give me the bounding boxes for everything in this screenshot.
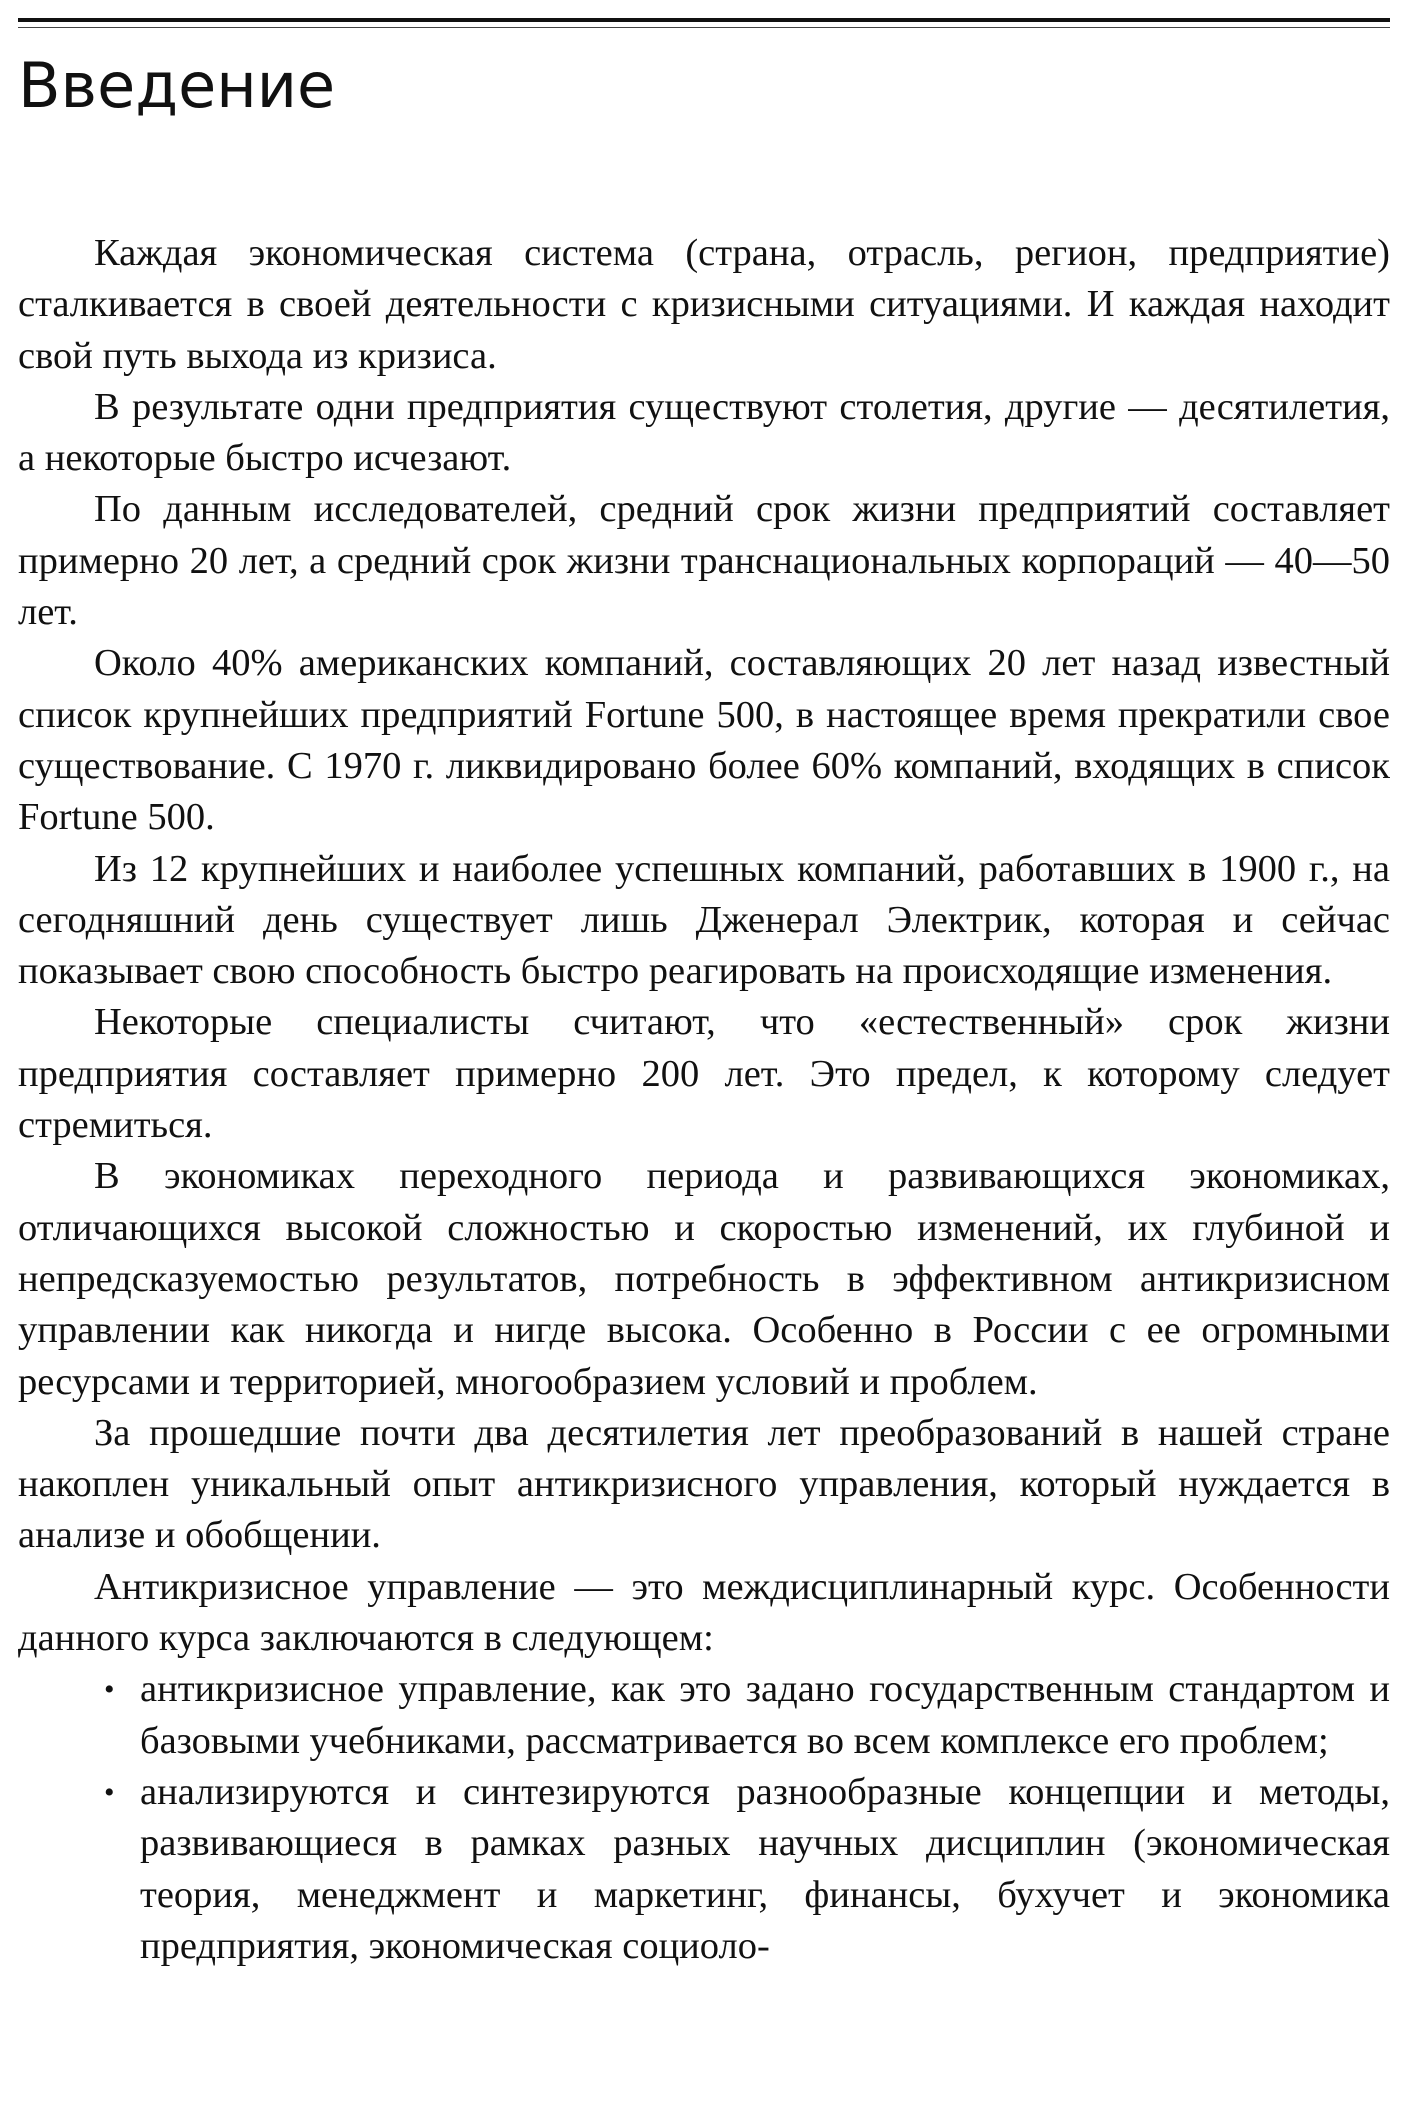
paragraph: По данным исследователей, средний срок жизни предприятий составляет примерно 20 лет, а средний срок жизни транснациональных корпораций — 40—50 лет. (18, 488, 1390, 634)
list-item (18, 1664, 1390, 1767)
bullet-list (18, 1664, 1390, 1972)
top-rule-thin (18, 27, 1390, 28)
paragraph: Из 12 крупнейших и наиболее успешных компаний, работавших в 1900 г., на сегодняшний день существует лишь Дженерал Электрик, которая и сейчас показывает свою способность быстро реагировать на происходящие изменения. (18, 847, 1390, 993)
paragraph: Около 40% американских компаний, составляющих 20 лет назад известный список крупнейших предприятий Fortune 500, в настоящее время прекратили свое существование. С 1970 г. ликвидировано более 60% компаний, входящих в список Fortune 500. (18, 642, 1390, 839)
paragraph: За прошедшие почти два десятилетия лет преобразований в нашей стране накоплен уникальный опыт антикризисного управления, который нуждается в анализе и обобщении. (18, 1411, 1390, 1557)
paragraph: В результате одни предприятия существуют столетия, другие — десятилетия, а некоторые быстро исчезают. (18, 385, 1390, 480)
paragraph: Некоторые специалисты считают, что «естественный» срок жизни предприятия составляет примерно 200 лет. Это предел, к которому следует стремиться. (18, 1001, 1390, 1147)
body-text (18, 228, 1390, 1972)
list-item-text: анализируются и синтезируются разнообразные концепции и методы, развивающиеся в рамках разных научных дисциплин (экономическая теория, менеджмент и маркетинг, финансы, бухучет и экономика предприятия, экономическая социоло- (140, 1770, 1390, 1967)
list-item (18, 1767, 1390, 1972)
paragraph: В экономиках переходного периода и развивающихся экономиках, отличающихся высокой сложностью и скоростью изменений, их глубиной и непредсказуемостью результатов, потребность в эффективном антикризисном управлении как никогда и нигде высока. Особенно в России с ее огромными ресурсами и территорией, многообразием условий и проблем. (18, 1155, 1390, 1403)
top-rule (18, 18, 1390, 22)
list-item-text: антикризисное управление, как это задано государственным стандартом и базовыми учебниками, рассматривается во всем комплексе его проблем; (140, 1668, 1390, 1762)
paragraph: Каждая экономическая система (страна, отрасль, регион, предприятие) сталкивается в своей деятельности с кризисными ситуациями. И каждая находит свой путь выхода из кризиса. (18, 232, 1390, 377)
bullet-icon: • (104, 1775, 115, 1809)
bullet-icon: • (104, 1673, 115, 1707)
paragraph: Антикризисное управление — это междисциплинарный курс. Особенности данного курса заключаются в следующем: (18, 1565, 1390, 1660)
chapter-heading: Введение (18, 49, 336, 122)
